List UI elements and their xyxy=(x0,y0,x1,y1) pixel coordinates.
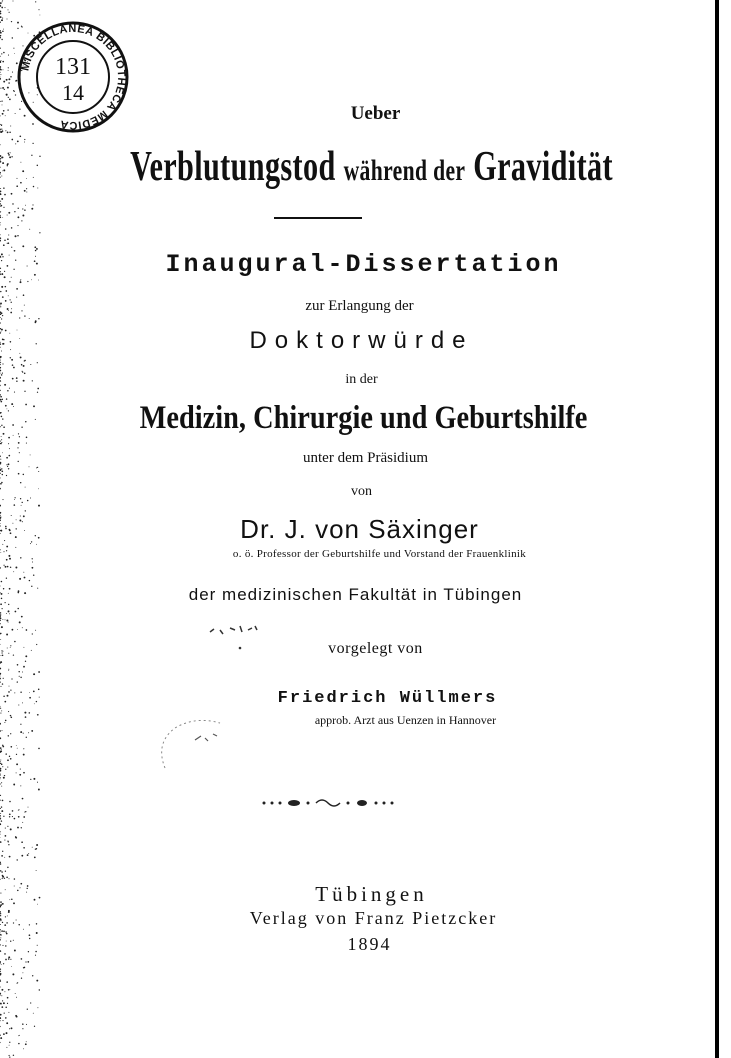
author-name: Friedrich Wüllmers xyxy=(277,689,498,708)
title-part-1: Verblutungstod xyxy=(130,144,336,190)
imprint-place: Tübingen xyxy=(315,882,428,906)
title-divider xyxy=(274,217,362,219)
faculty-line: der medizinischen Fakultät in Tübingen xyxy=(188,585,523,604)
main-title xyxy=(108,143,634,191)
praeses-name: Dr. J. von Säxinger xyxy=(240,514,479,544)
submitted-by-line: vorgelegt von xyxy=(328,640,423,657)
document-type: Inaugural-Dissertation xyxy=(165,250,562,279)
degree-line: Doktorwürde xyxy=(249,327,474,354)
ornament-divider xyxy=(258,796,398,810)
stamp-ring-text: MISCELLANEA BIBLIOTHECA MEDICA xyxy=(19,22,128,132)
praeses-title: o. ö. Professor der Geburtshilfe und Vorstand der Frauenklinik xyxy=(232,548,527,560)
imprint-year: 1894 xyxy=(347,934,392,954)
author-note: approb. Arzt aus Uenzen in Hannover xyxy=(314,713,497,727)
connector-in-der: in der xyxy=(345,372,378,387)
connector-von: von xyxy=(351,484,372,499)
imprint-publisher: Verlag von Franz Pietzcker xyxy=(249,908,498,928)
title-part-3: Gravidität xyxy=(473,144,613,190)
purpose-line: zur Erlangung der xyxy=(305,298,414,314)
faded-stamp-mark xyxy=(145,718,235,778)
presidium-line: unter dem Präsidium xyxy=(303,450,428,466)
fields-line: Medizin, Chirurgie und Geburtshilfe xyxy=(139,400,588,436)
preface-word: Ueber xyxy=(350,103,401,124)
stamp-number-2: 14 xyxy=(62,80,84,105)
title-part-2: während der xyxy=(343,154,466,187)
stamp-number-1: 131 xyxy=(55,54,91,80)
